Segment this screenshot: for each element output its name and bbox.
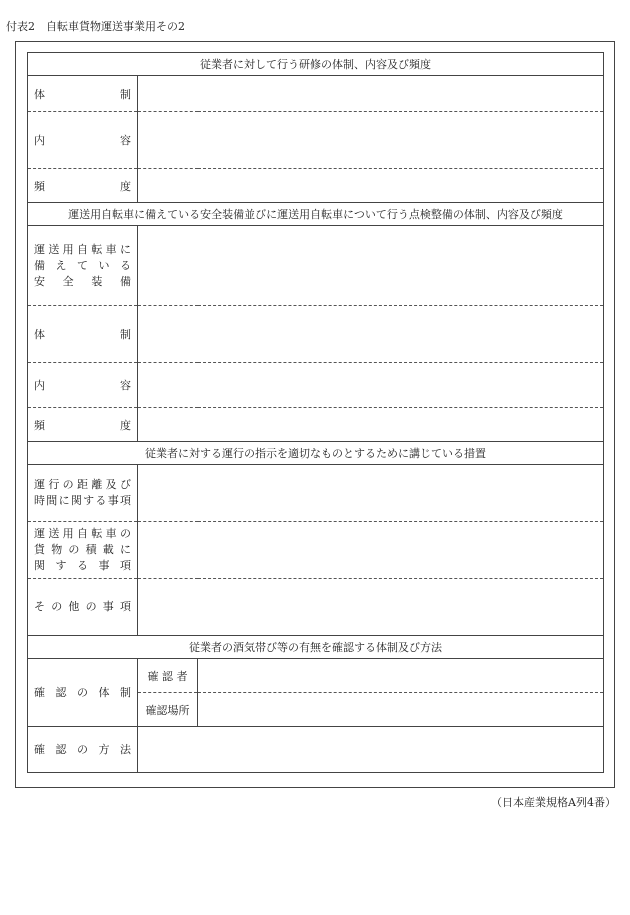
label-distance-time: 運行の距離及び 時間に関する事項 — [28, 465, 138, 522]
application-form-table — [27, 52, 604, 773]
label-cargo-loading: 運送用自転車の 貨物の積載に 関する事項 — [28, 522, 138, 579]
label-training-content: 内 容 — [28, 112, 138, 169]
field-maintenance-system[interactable] — [138, 306, 604, 363]
field-check-method[interactable] — [138, 727, 604, 773]
label-safety-equipment: 運送用自転車に 備えている 安全装備 — [28, 226, 138, 306]
label-maintenance-system: 体 制 — [28, 306, 138, 363]
label-maintenance-frequency: 頻 度 — [28, 408, 138, 442]
section-alcohol-header: 従業者の酒気帯び等の有無を確認する体制及び方法 — [28, 636, 604, 659]
section-training-header: 従業者に対して行う研修の体制、内容及び頻度 — [28, 53, 604, 76]
label-check-system: 確認の体制 — [28, 659, 138, 727]
field-checker[interactable] — [198, 659, 604, 693]
field-training-frequency[interactable] — [138, 169, 604, 203]
field-check-place[interactable] — [198, 693, 604, 727]
field-cargo-loading[interactable] — [138, 522, 604, 579]
label-checker: 確 認 者 — [138, 659, 198, 693]
label-check-place: 確認場所 — [138, 693, 198, 727]
section-instruction-header: 従業者に対する運行の指示を適切なものとするために講じている措置 — [28, 442, 604, 465]
field-training-content[interactable] — [138, 112, 604, 169]
field-training-system[interactable] — [138, 76, 604, 112]
field-safety-equipment[interactable] — [138, 226, 604, 306]
field-other-matters[interactable] — [138, 579, 604, 636]
label-other-matters: その他の事項 — [28, 579, 138, 636]
label-training-system: 体 制 — [28, 76, 138, 112]
paper-size-note: （日本産業規格A列4番） — [491, 796, 616, 809]
field-distance-time[interactable] — [138, 465, 604, 522]
label-maintenance-content: 内 容 — [28, 363, 138, 408]
label-check-method: 確認の方法 — [28, 727, 138, 773]
field-maintenance-content[interactable] — [138, 363, 604, 408]
page-title: 付表2 自転車貨物運送事業用その2 — [6, 20, 185, 33]
field-maintenance-frequency[interactable] — [138, 408, 604, 442]
section-safety-header: 運送用自転車に備えている安全装備並びに運送用自転車について行う点検整備の体制、内容及び頻度 — [28, 203, 604, 226]
label-training-frequency: 頻 度 — [28, 169, 138, 203]
